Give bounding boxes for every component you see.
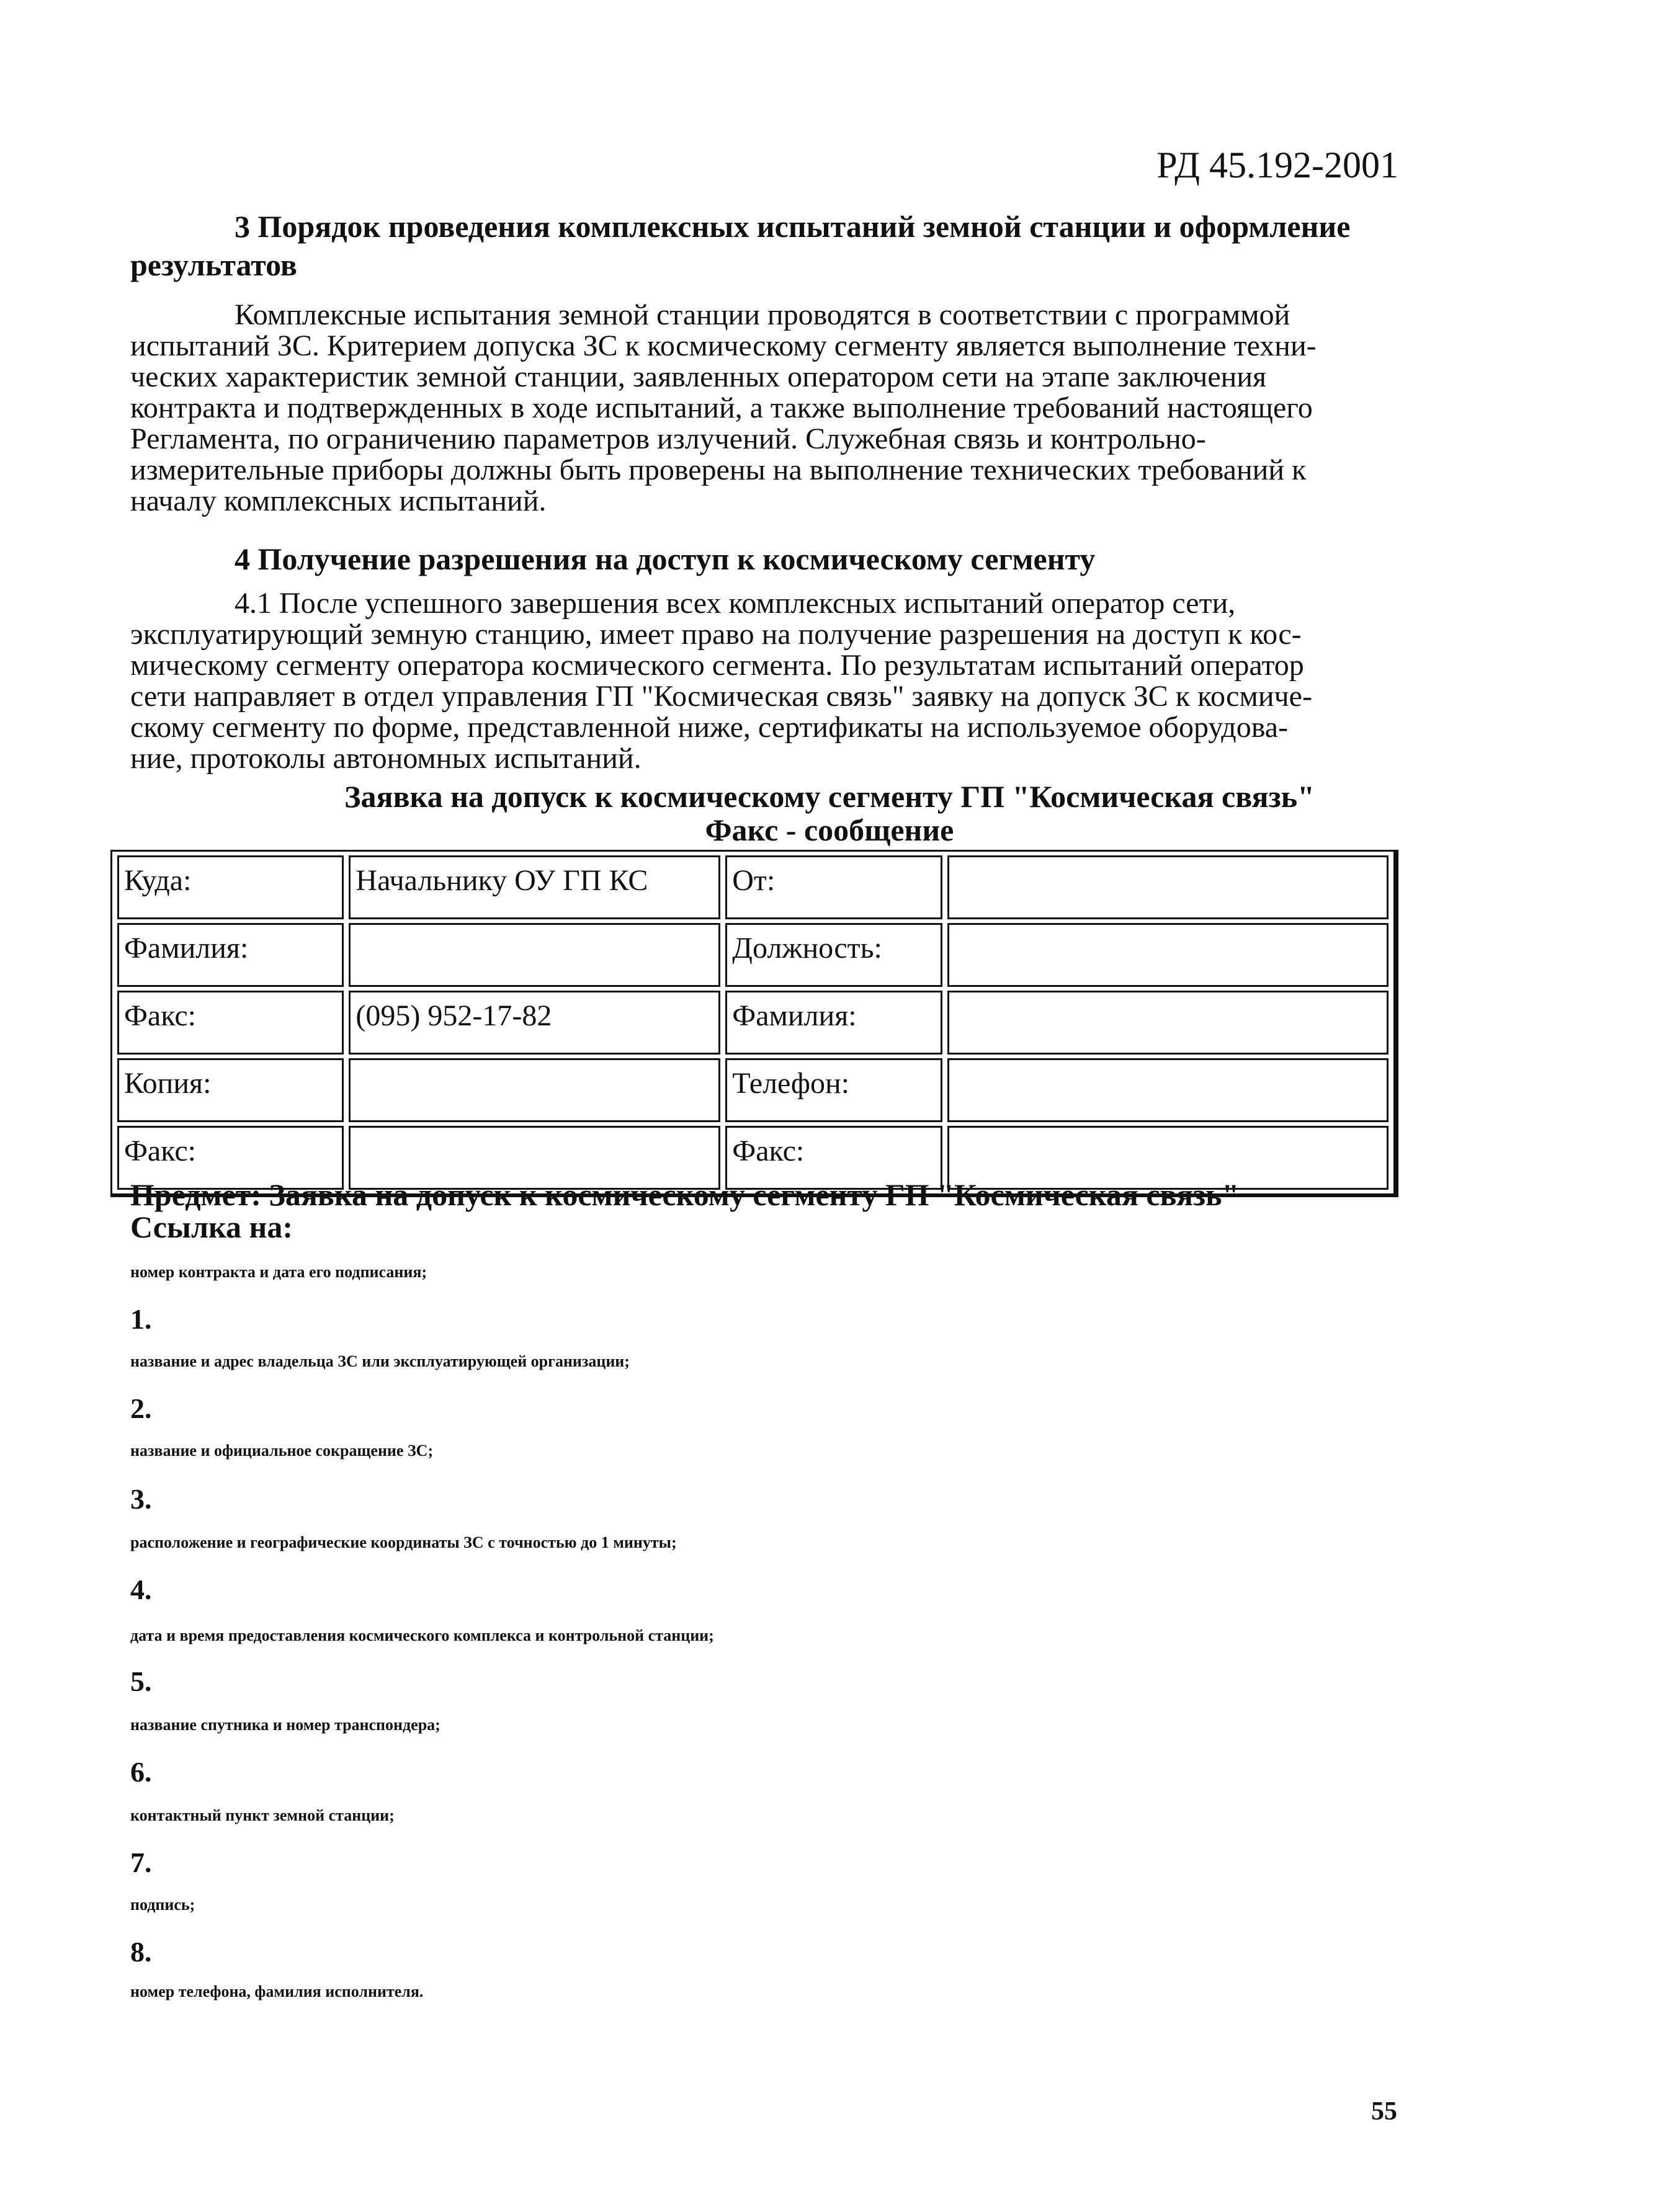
item-number: 1. xyxy=(130,1303,152,1335)
item-label: название и официальное сокращение ЗС; xyxy=(130,1442,434,1460)
item-label: название спутника и номер транспондера; xyxy=(130,1716,440,1734)
form-label-phone: Телефон: xyxy=(725,1058,942,1122)
form-title: Заявка на допуск к космическому сегменту ГП "Космическая связь" xyxy=(344,779,1315,814)
fax-form-table xyxy=(110,850,1398,1197)
item-number: 5. xyxy=(130,1666,152,1697)
section3-line: измерительные приборы должны быть проверены на выполнение технических требований к xyxy=(130,453,1307,486)
form-label-from: От: xyxy=(725,855,942,919)
form-value-phone[interactable] xyxy=(947,1058,1388,1122)
form-value-copy[interactable] xyxy=(349,1058,720,1122)
form-subtitle: Факс - сообщение xyxy=(705,813,954,847)
section4-line: мическому сегменту оператора космического сегмента. По результатам испытаний оператор xyxy=(130,649,1304,682)
item-number: 3. xyxy=(130,1483,152,1515)
form-label-fax: Факс: xyxy=(117,991,344,1055)
item-number: 7. xyxy=(130,1847,152,1878)
section4-line: сети направляет в отдел управления ГП "Космическая связь" заявку на допуск ЗС к космиче- xyxy=(130,680,1312,713)
table-row xyxy=(117,923,1388,987)
form-label-copy: Копия: xyxy=(117,1058,344,1122)
section3-line: контракта и подтвержденных в ходе испытаний, а также выполнение требований настоящего xyxy=(130,391,1313,424)
section3-heading-line1: 3 Порядок проведения комплексных испытаний земной станции и оформление xyxy=(235,209,1351,244)
page-number: 55 xyxy=(1371,2097,1397,2126)
form-value-fax[interactable]: (095) 952-17-82 xyxy=(349,991,720,1055)
form-label-to: Куда: xyxy=(117,855,344,919)
section3-line: испытаний ЗС. Критерием допуска ЗС к космическому сегменту является выполнение техни- xyxy=(130,329,1317,362)
form-value-from[interactable] xyxy=(947,855,1388,919)
form-value-surname[interactable] xyxy=(349,923,720,987)
table-row xyxy=(117,1058,1388,1122)
table-row xyxy=(117,991,1388,1055)
section4-line: эксплуатирующий земную станцию, имеет право на получение разрешения на доступ к кос- xyxy=(130,618,1302,651)
item-label: номер контракта и дата его подписания; xyxy=(130,1263,427,1281)
form-reference: Ссылка на: xyxy=(130,1210,293,1244)
form-value-position[interactable] xyxy=(947,923,1388,987)
section4-heading: 4 Получение разрешения на доступ к космическому сегменту xyxy=(235,542,1096,576)
item-label: дата и время предоставления космического комплекса и контрольной станции; xyxy=(130,1626,714,1644)
form-label-surname: Фамилия: xyxy=(117,923,344,987)
section3-heading xyxy=(235,207,1398,246)
form-subject: Предмет: Заявка на допуск к космическому сегменту ГП "Космическая связь" xyxy=(130,1177,1240,1212)
section3-line: Регламента, по ограничению параметров излучений. Служебная связь и контрольно- xyxy=(130,422,1206,455)
form-label-sender-surname: Фамилия: xyxy=(725,991,942,1055)
section4-line: 4.1 После успешного завершения всех комплексных испытаний оператор сети, xyxy=(235,587,1236,620)
section4-line: скому сегменту по форме, представленной ниже, сертификаты на используемое оборудова- xyxy=(130,711,1289,744)
item-label: подпись; xyxy=(130,1896,195,1914)
form-value-to[interactable]: Начальнику ОУ ГП КС xyxy=(349,855,720,919)
form-value-sender-surname[interactable] xyxy=(947,991,1388,1055)
item-label: расположение и географические координаты ЗС с точностью до 1 минуты; xyxy=(130,1533,677,1551)
form-label-copy-fax: Факс: xyxy=(117,1126,344,1190)
form-label-sender-fax: Факс: xyxy=(725,1126,942,1190)
document-code: РД 45.192-2001 xyxy=(1156,145,1398,185)
section4-body xyxy=(130,588,1398,774)
section3-line: Комплексные испытания земной станции проводятся в соответствии с программой xyxy=(235,298,1290,331)
item-number: 8. xyxy=(130,1936,152,1968)
item-label: номер телефона, фамилия исполнителя. xyxy=(130,1982,424,2000)
section3-heading-line2: результатов xyxy=(130,248,297,282)
table-row xyxy=(117,855,1388,919)
item-number: 4. xyxy=(130,1574,152,1605)
section4-line: ние, протоколы автономных испытаний. xyxy=(130,742,642,775)
item-number: 6. xyxy=(130,1756,152,1788)
item-label: название и адрес владельца ЗС или эксплуатирующей организации; xyxy=(130,1352,630,1370)
item-label: контактный пункт земной станции; xyxy=(130,1806,395,1824)
section3-body xyxy=(130,300,1398,517)
form-label-position: Должность: xyxy=(725,923,942,987)
item-number: 2. xyxy=(130,1393,152,1424)
section3-line: ческих характеристик земной станции, заявленных оператором сети на этапе заключения xyxy=(130,360,1267,393)
section3-line: началу комплексных испытаний. xyxy=(130,484,547,517)
